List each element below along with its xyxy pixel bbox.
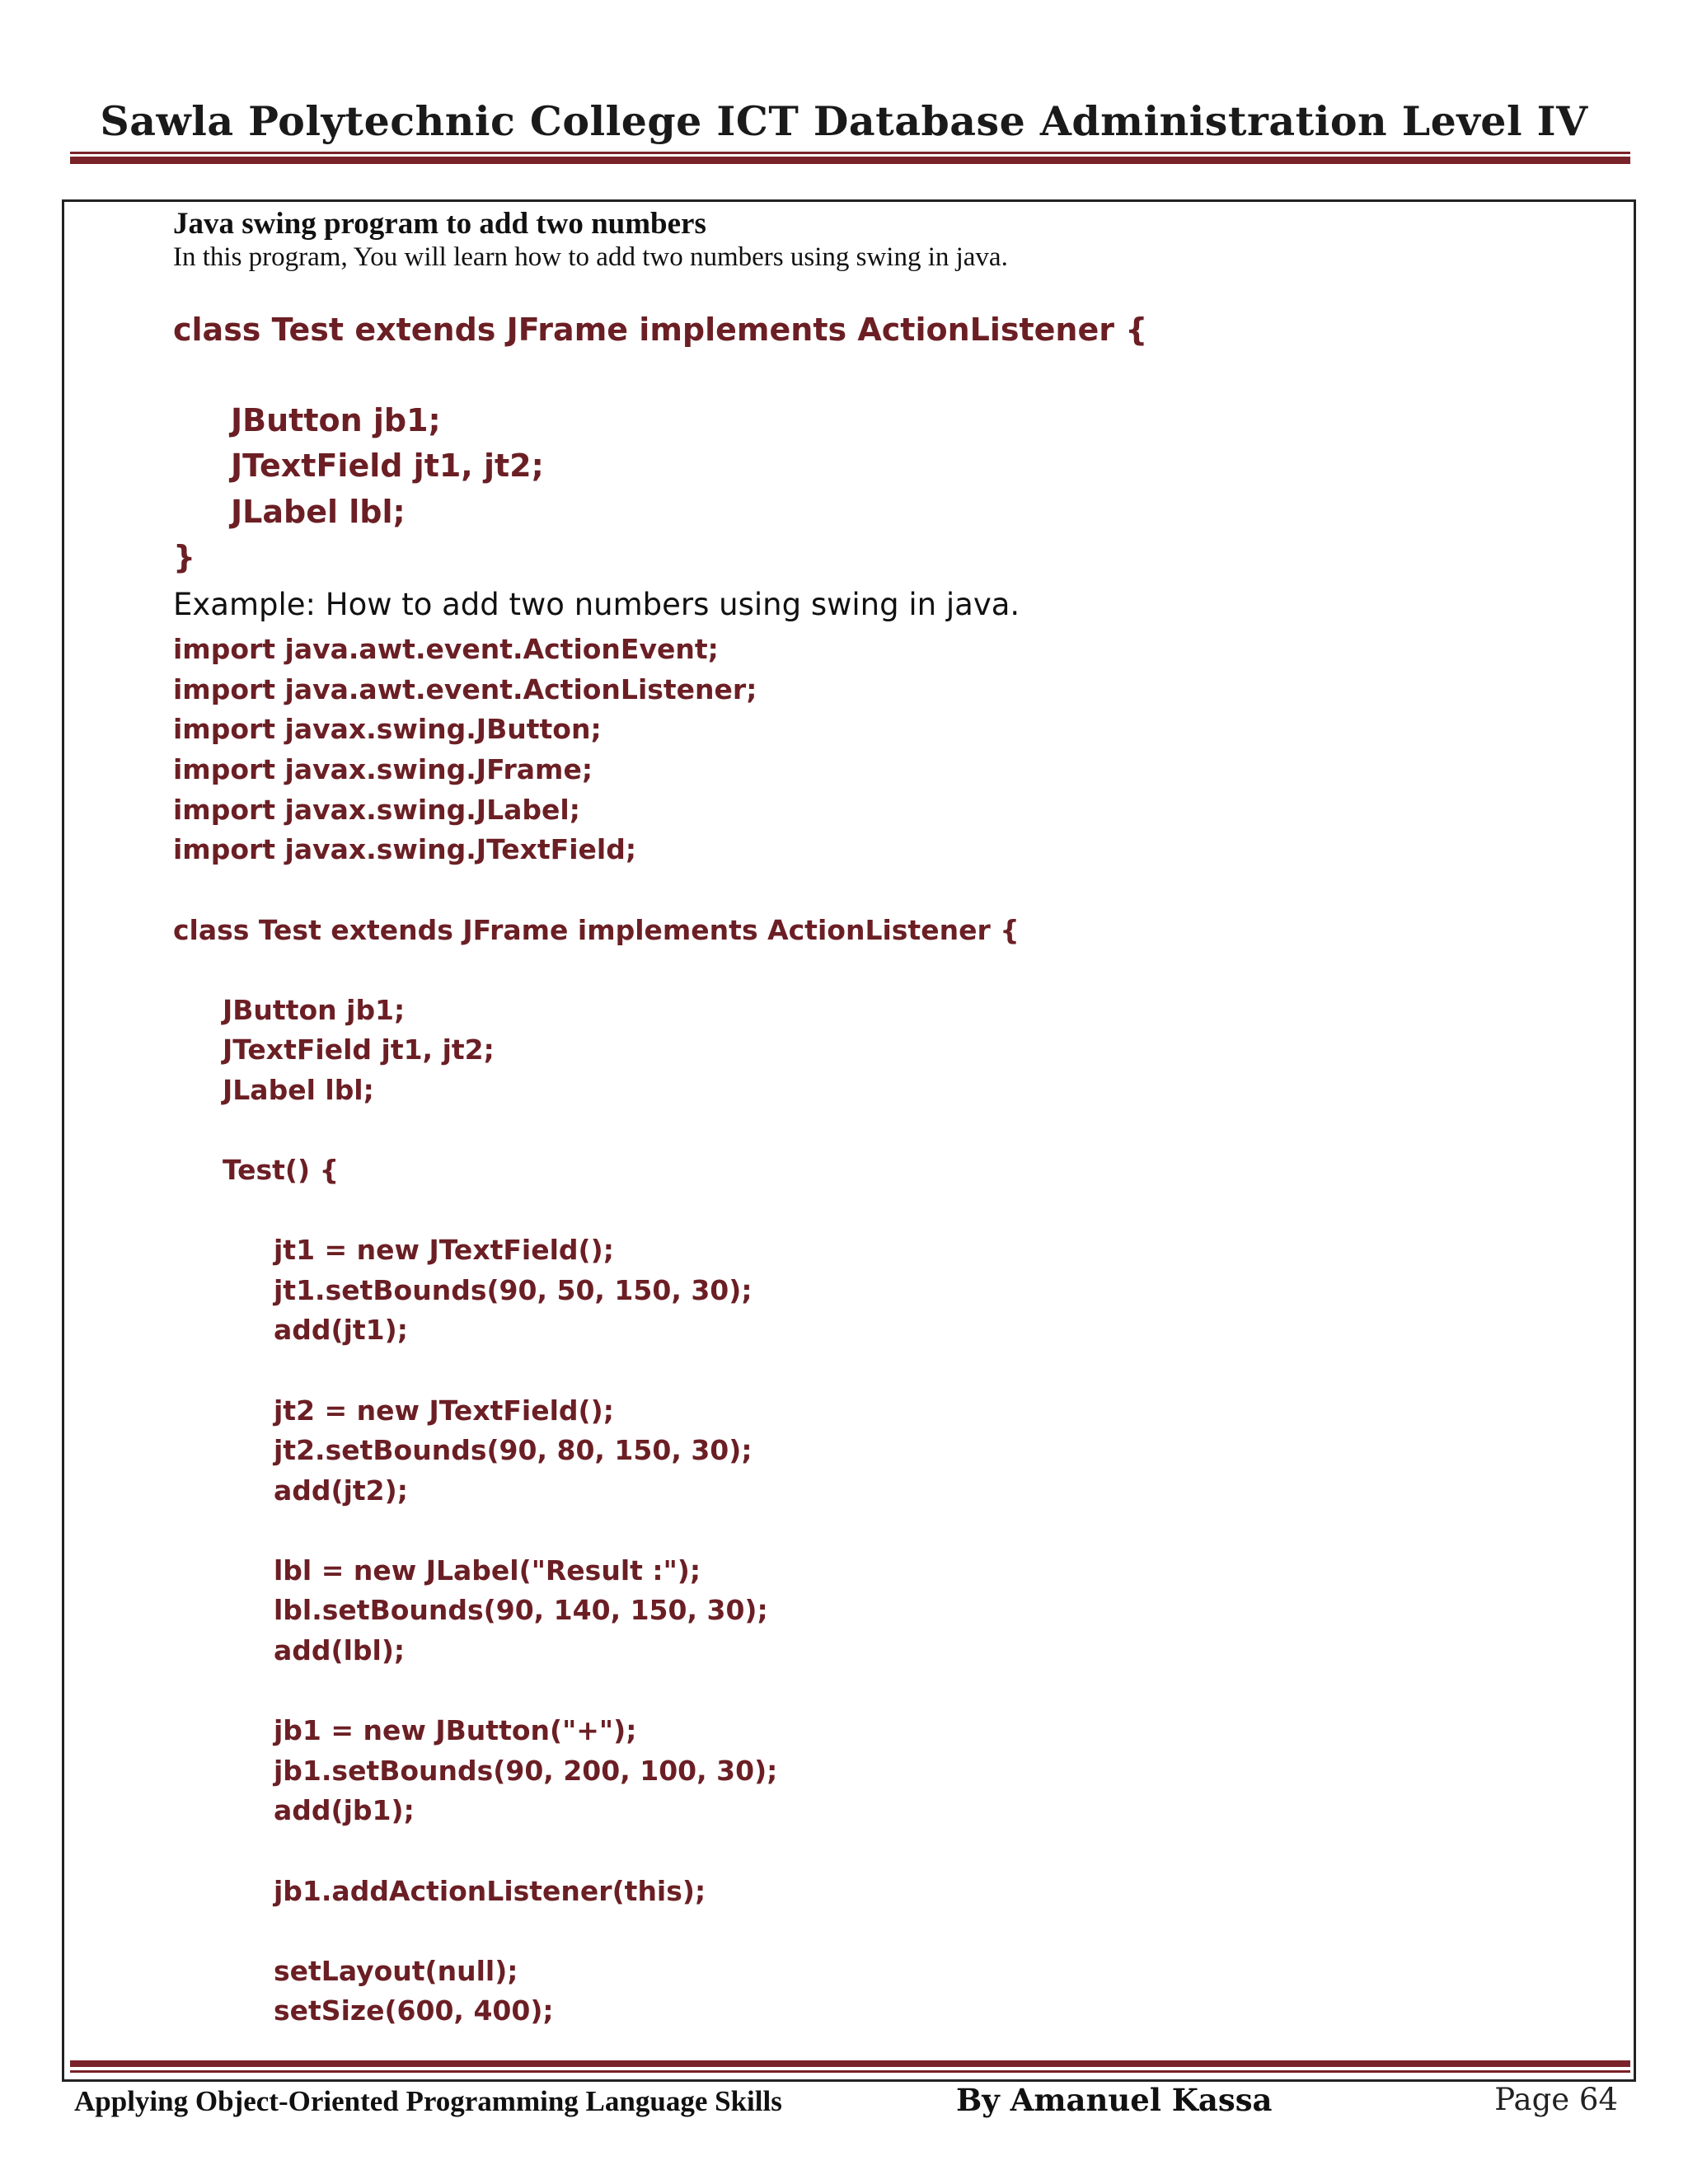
- code-line: jb1 = new JButton("+");: [274, 1714, 637, 1746]
- code-line: jb1.setBounds(90, 200, 100, 30);: [274, 1755, 778, 1787]
- section-intro: In this program, You will learn how to add two numbers using swing in java.: [173, 242, 1008, 272]
- snippet-line: JTextField jt1, jt2;: [231, 448, 544, 484]
- code-line: add(jt2);: [274, 1474, 408, 1507]
- example-label: Example: How to add two numbers using swing in java.: [173, 587, 1020, 622]
- footer-page-number: Page 64: [1494, 2082, 1618, 2117]
- code-line: add(jt1);: [274, 1314, 408, 1346]
- code-line: import javax.swing.JLabel;: [173, 794, 580, 826]
- code-line: import javax.swing.JFrame;: [173, 753, 593, 785]
- code-line: lbl.setBounds(90, 140, 150, 30);: [274, 1594, 768, 1626]
- code-line: import javax.swing.JTextField;: [173, 833, 637, 865]
- code-line: setSize(600, 400);: [274, 1994, 554, 2027]
- code-line: import java.awt.event.ActionListener;: [173, 673, 757, 705]
- code-line: jb1.addActionListener(this);: [274, 1875, 706, 1907]
- code-line: import java.awt.event.ActionEvent;: [173, 633, 719, 665]
- code-line: JLabel lbl;: [223, 1074, 374, 1106]
- header-rule-thin: [70, 152, 1630, 154]
- code-line: add(lbl);: [274, 1634, 406, 1666]
- code-line: Test() {: [223, 1154, 340, 1186]
- snippet-line: JLabel lbl;: [231, 494, 406, 530]
- code-line: lbl = new JLabel("Result :");: [274, 1554, 701, 1586]
- code-line: setLayout(null);: [274, 1955, 518, 1987]
- code-line: jt1 = new JTextField();: [274, 1234, 614, 1266]
- code-line: jt2 = new JTextField();: [274, 1394, 614, 1427]
- footer-rule-thin: [70, 2070, 1630, 2073]
- code-line: JTextField jt1, jt2;: [223, 1033, 495, 1066]
- code-line: jt2.setBounds(90, 80, 150, 30);: [274, 1434, 753, 1466]
- footer-author: By Amanuel Kassa: [956, 2082, 1273, 2118]
- code-line: import javax.swing.JButton;: [173, 713, 602, 745]
- footer-course: Applying Object-Oriented Programming Language Skills: [74, 2085, 782, 2117]
- code-line: class Test extends JFrame implements ActionListener {: [173, 914, 1020, 946]
- snippet-line: }: [173, 539, 196, 575]
- header-rule-thick: [70, 157, 1630, 164]
- page-header-title: Sawla Polytechnic College ICT Database Administration Level IV: [100, 97, 1588, 145]
- section-title: Java swing program to add two numbers: [173, 207, 706, 241]
- code-line: add(jb1);: [274, 1794, 415, 1826]
- footer-rule-thick: [70, 2060, 1630, 2067]
- code-line: jt1.setBounds(90, 50, 150, 30);: [274, 1274, 753, 1306]
- code-line: JButton jb1;: [223, 994, 406, 1026]
- snippet-line: JButton jb1;: [231, 402, 441, 438]
- snippet-line: class Test extends JFrame implements ActionListener {: [173, 312, 1148, 348]
